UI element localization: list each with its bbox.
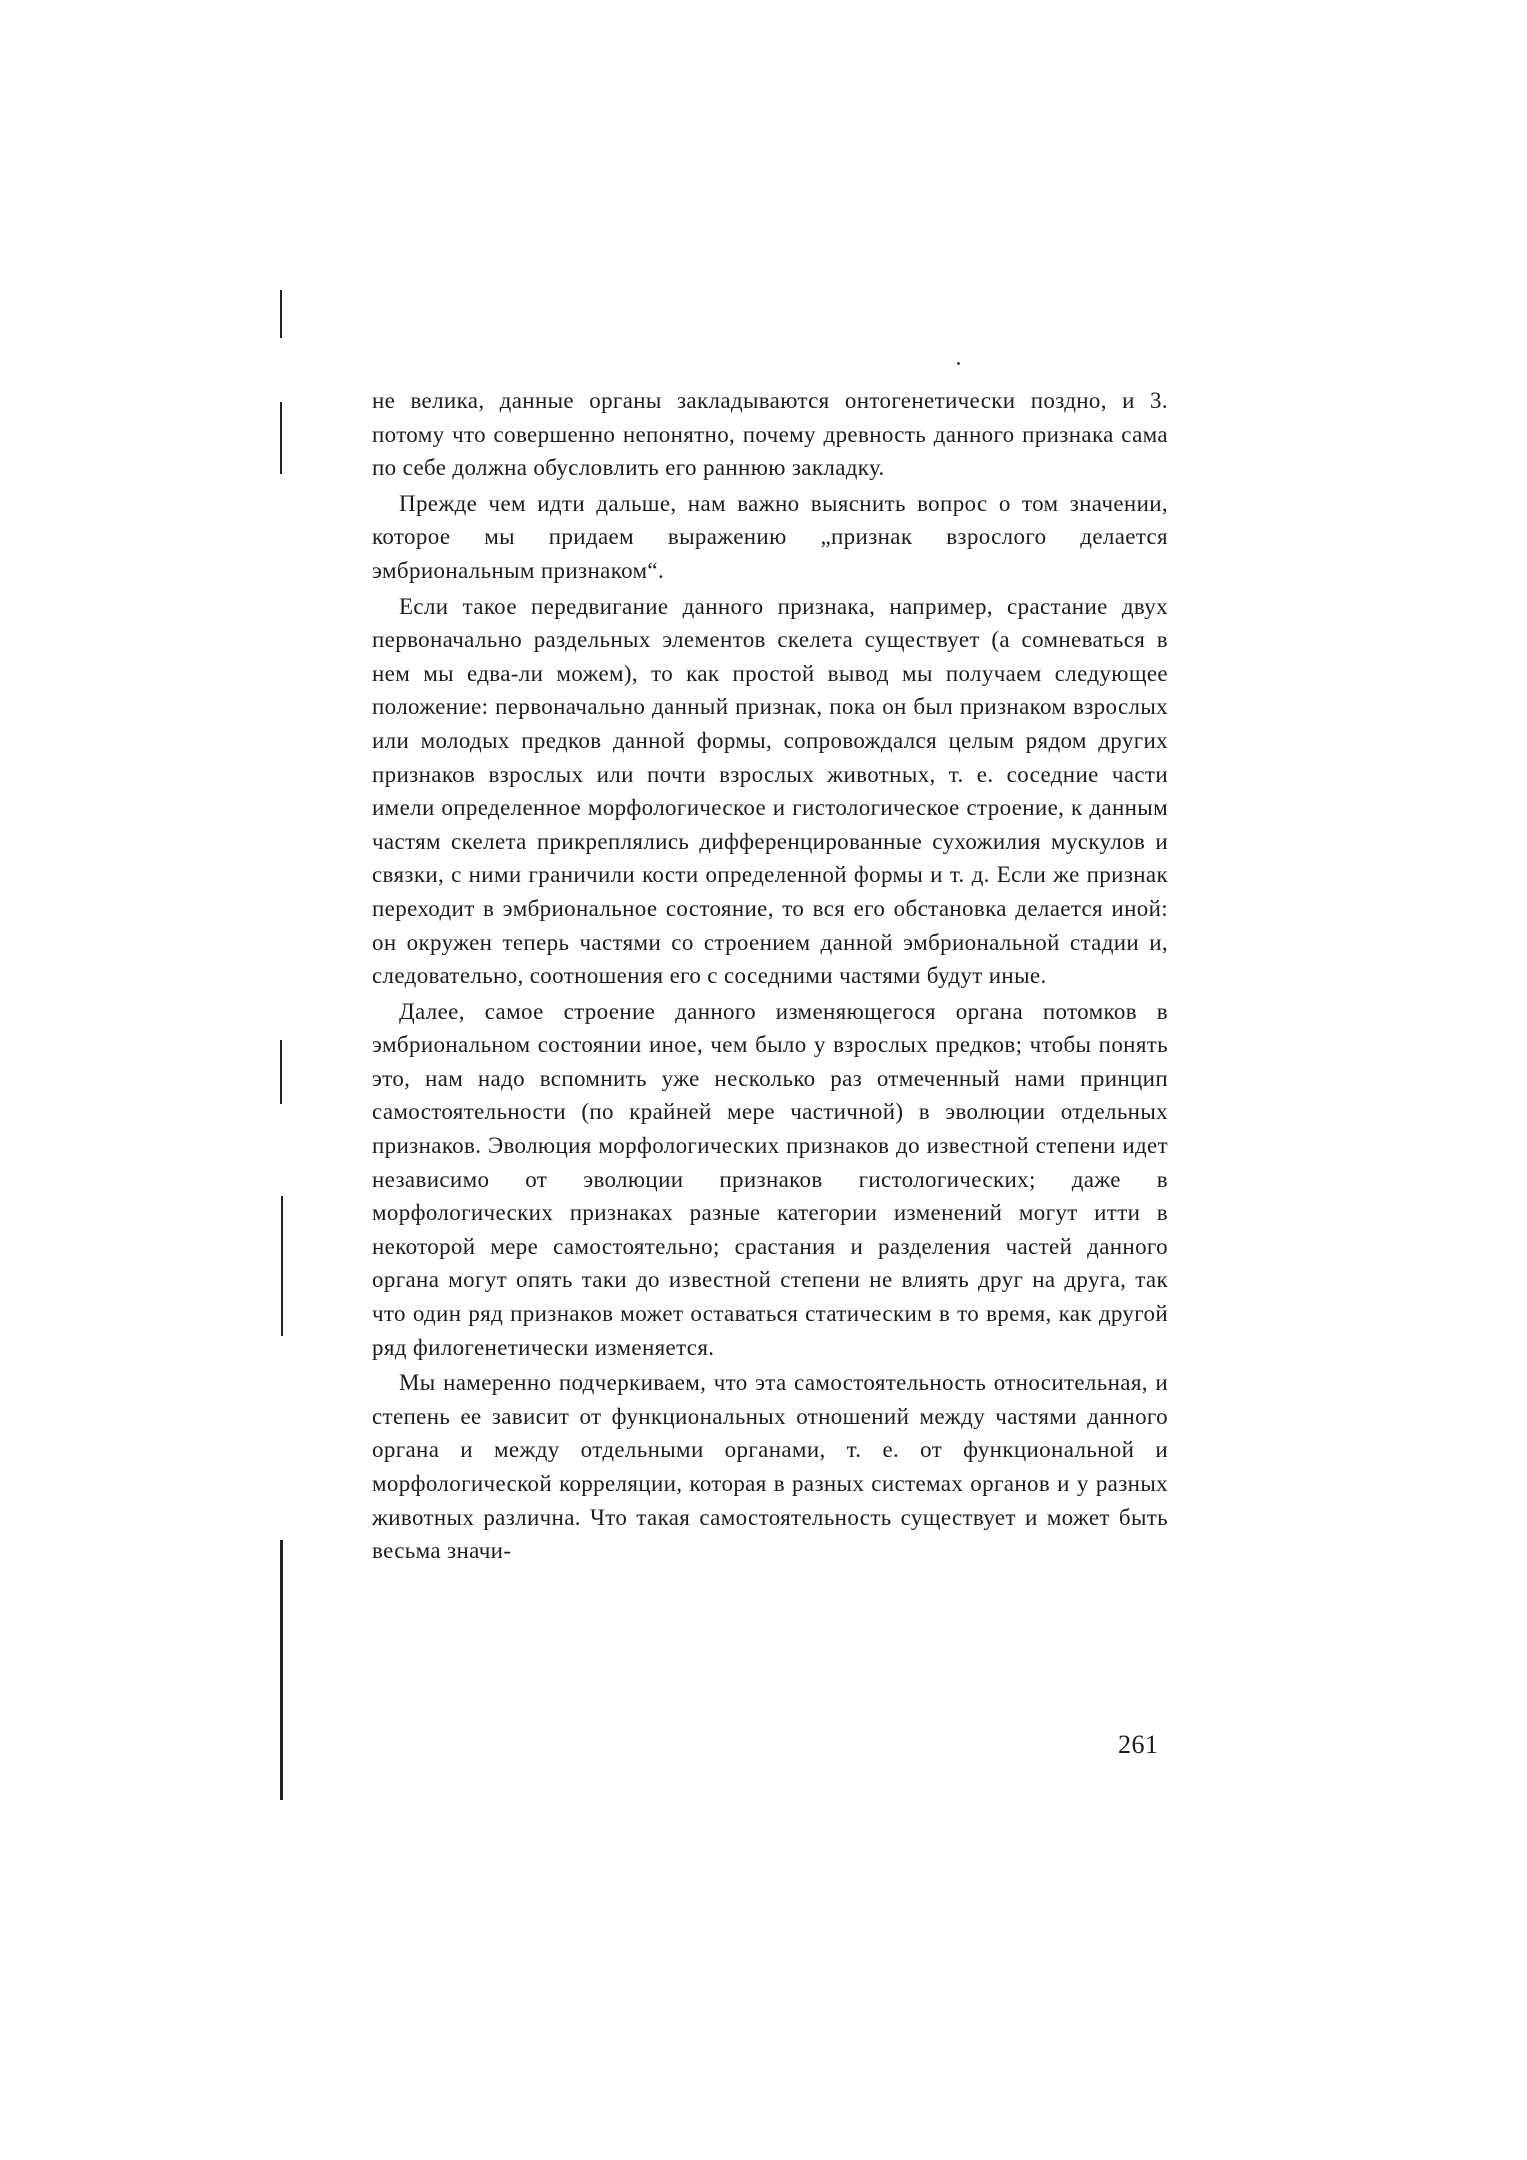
scan-edge-line [280,1040,282,1104]
scan-edge-line [280,1540,283,1800]
paragraph: Если такое передвигание данного признака, например, срастание двух первоначально раздельных элементов скелета существует (а сомневаться в нем мы едва-ли можем), то как простой вывод мы получаем следующее положение: первоначально данный признак, пока он был признаком взрослых или молодых предков данной формы, сопровождался целым рядом других признаков взрослых или почти взрослых животных, т. е. соседние части имели определенное морфологическое и гистологическое строение, к данным частям скелета прикреплялись дифференцированные сухожилия мускулов и связки, с ними граничили кости определенной формы и т. д. Если же признак переходит в эмбриональное состояние, то вся его обстановка делается иной: он окружен теперь частями со строением данной эмбриональной стадии и, следовательно, соотношения его с соседними частями будут иные. [372,593,1168,989]
scan-edge-line [280,402,282,474]
scan-speck [957,362,960,365]
scan-edge-line [280,290,282,338]
page-number: 261 [1118,1730,1159,1759]
paragraph: не велика, данные органы закладываются онтогенетически поздно, и 3. потому что совершенно непонятно, почему древность данного признака сама по себе должна обусловлить его раннюю закладку. [372,388,1168,481]
paragraph: Прежде чем идти дальше, нам важно выяснить вопрос о том значении, которое мы придаем выражению „признак взрослого делается эмбриональным признаком“. [372,490,1168,583]
paragraph: Далее, самое строение данного изменяющегося органа потомков в эмбриональном состоянии иное, чем было у взрослых предков; чтобы понять это, нам надо вспомнить уже несколько раз отмеченный нами принцип самостоятельности (по крайней мере частичной) в эволюции отдельных признаков. Эволюция морфологических признаков до известной степени идет независимо от эволюции признаков гистологических; даже в морфологических признаках разные категории изменений могут итти в некоторой мере самостоятельно; срастания и разделения частей данного органа могут опять таки до известной степени не влиять друг на друга, так что один ряд признаков может оставаться статическим в то время, как другой ряд филогенетически изменяется. [372,998,1168,1360]
paragraph: Мы намеренно подчеркиваем, что эта самостоятельность относительная, и степень ее зависит от функциональных отношений между частями данного органа и между отдельными органами, т. е. от функциональной и морфологической корреляции, которая в разных системах органов и у разных животных различна. Что такая самостоятельность существует и может быть весьма значи- [372,1370,1168,1564]
body-text [372,384,1168,1568]
scan-edge-line [281,1196,283,1336]
